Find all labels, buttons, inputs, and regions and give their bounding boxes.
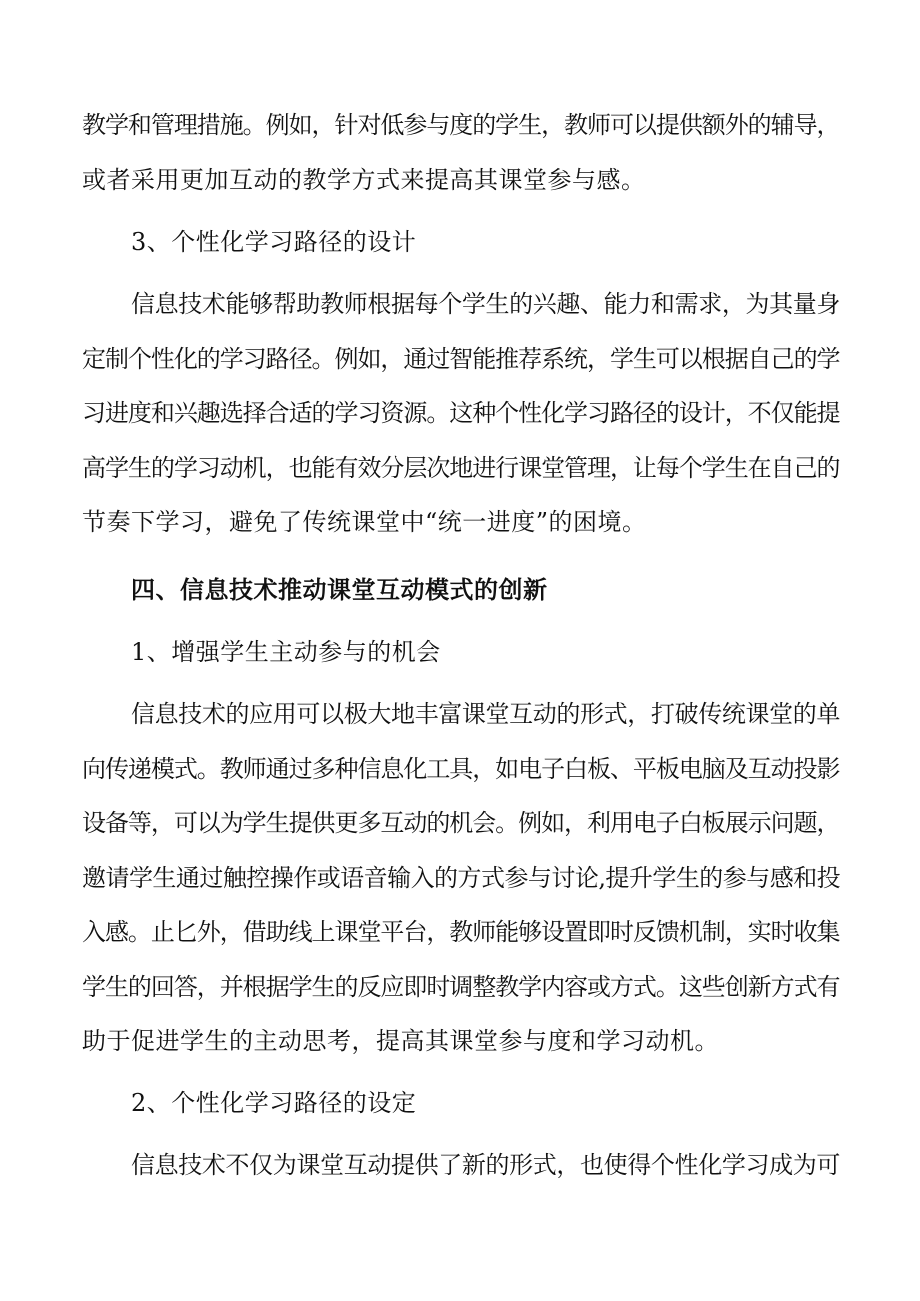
paragraph-line: 高学生的学习动机，也能有效分层次地进行课堂管理，让每个学生在自己的 — [82, 454, 840, 482]
paragraph-line: 信息技术不仅为课堂互动提供了新的形式，也使得个性化学习成为可 — [131, 1151, 840, 1179]
paragraph-line: 信息技术的应用可以极大地丰富课堂互动的形式，打破传统课堂的单 — [131, 700, 840, 728]
paragraph-line: 习进度和兴趣选择合适的学习资源。这种个性化学习路径的设计，不仅能提 — [82, 399, 840, 427]
section-heading-4: 四、信息技术推动课堂互动模式的创新 — [131, 575, 548, 604]
paragraph-line: 设备等，可以为学生提供更多互动的机会。例如，利用电子白板展示问题， — [82, 809, 840, 837]
paragraph-line: 入感。止匕外，借助线上课堂平台，教师能够设置即时反馈机制，实时收集 — [82, 918, 840, 946]
paragraph-line: 节奏下学习，避免了传统课堂中“统一进度”的困境。 — [82, 508, 647, 536]
paragraph-line: 学生的回答，并根据学生的反应即时调整教学内容或方式。这些创新方式有 — [82, 973, 840, 1001]
paragraph-line: 教学和管理措施。例如，针对低参与度的学生，教师可以提供额外的辅导， — [82, 111, 840, 139]
subheading-3: 3、个性化学习路径的设计 — [131, 228, 417, 256]
paragraph-line: 助于促进学生的主动思考，提高其课堂参与度和学习动机。 — [82, 1027, 719, 1055]
paragraph-line: 或者采用更加互动的教学方式来提高其课堂参与感。 — [82, 166, 646, 194]
paragraph-line: 信息技术能够帮助教师根据每个学生的兴趣、能力和需求，为其量身 — [131, 290, 840, 318]
paragraph-line: 定制个性化的学习路径。例如，通过智能推荐系统，学生可以根据自己的学 — [82, 345, 840, 373]
subheading-4-1: 1、增强学生主动参与的机会 — [131, 638, 441, 666]
subheading-4-2: 2、个性化学习路径的设定 — [131, 1089, 417, 1117]
paragraph-line: 向传递模式。教师通过多种信息化工具，如电子白板、平板电脑及互动投影 — [82, 755, 840, 783]
paragraph-line: 邀请学生通过触控操作或语音输入的方式参与讨论,提升学生的参与感和投 — [82, 864, 841, 892]
